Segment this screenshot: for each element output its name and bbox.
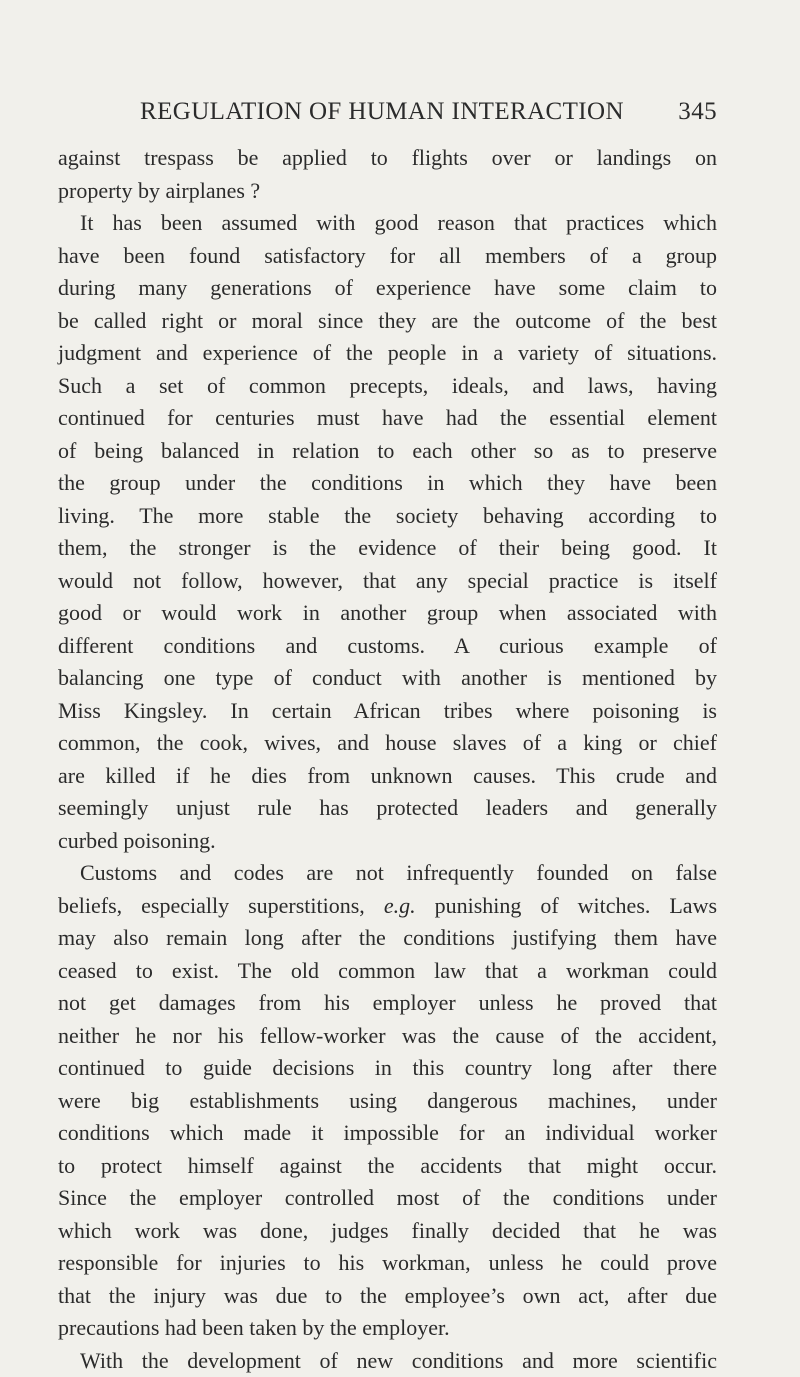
text-line: which work was done, judges finally decided that he was (58, 1215, 717, 1248)
paragraph-start-line: It has been assumed with good reason that practices which (58, 207, 717, 240)
text-line: of being balanced in relation to each other so as to preserve (58, 435, 717, 468)
text-line: have been found satisfactory for all members of a group (58, 240, 717, 273)
body-text (58, 142, 717, 1377)
running-head-title: REGULATION OF HUMAN INTERACTION (140, 95, 624, 129)
paragraph-start-line: With the development of new conditions and more scientific (58, 1345, 717, 1377)
text-line: curbed poisoning. (58, 825, 717, 858)
text-line: different conditions and customs. A curious example of (58, 630, 717, 663)
text-line: ceased to exist. The old common law that a workman could (58, 955, 717, 988)
text-line: continued for centuries must have had the essential element (58, 402, 717, 435)
text-line: during many generations of experience have some claim to (58, 272, 717, 305)
page-number: 345 (678, 95, 717, 129)
text-line: living. The more stable the society behaving according to (58, 500, 717, 533)
text-line: were big establishments using dangerous machines, under (58, 1085, 717, 1118)
text-line: the group under the conditions in which they have been (58, 467, 717, 500)
text-line: common, the cook, wives, and house slaves of a king or chief (58, 727, 717, 760)
text-line: be called right or moral since they are the outcome of the best (58, 305, 717, 338)
text-line-with-italic (58, 890, 717, 923)
paragraph-start-line: Customs and codes are not infrequently founded on false (58, 857, 717, 890)
text-line: good or would work in another group when associated with (58, 597, 717, 630)
text-line: Such a set of common precepts, ideals, and laws, having (58, 370, 717, 403)
text-line: to protect himself against the accidents that might occur. (58, 1150, 717, 1183)
running-head (140, 95, 717, 129)
text-line: judgment and experience of the people in a variety of situations. (58, 337, 717, 370)
text-line: that the injury was due to the employee’s own act, after due (58, 1280, 717, 1313)
text-line: responsible for injuries to his workman, unless he could prove (58, 1247, 717, 1280)
text-line: neither he nor his fellow-worker was the cause of the accident, (58, 1020, 717, 1053)
text-line: Miss Kingsley. In certain African tribes where poisoning is (58, 695, 717, 728)
text-line: property by airplanes ? (58, 175, 717, 208)
text-segment: punishing of witches. Laws (435, 893, 717, 918)
text-line: continued to guide decisions in this country long after there (58, 1052, 717, 1085)
text-line: them, the stronger is the evidence of their being good. It (58, 532, 717, 565)
italic-abbreviation: e.g. (384, 893, 416, 918)
text-segment: beliefs, especially superstitions, (58, 893, 365, 918)
text-line: conditions which made it impossible for an individual worker (58, 1117, 717, 1150)
text-line: Since the employer controlled most of the conditions under (58, 1182, 717, 1215)
text-line: may also remain long after the conditions justifying them have (58, 922, 717, 955)
text-line: not get damages from his employer unless he proved that (58, 987, 717, 1020)
text-line: precautions had been taken by the employer. (58, 1312, 717, 1345)
text-line: against trespass be applied to flights over or landings on (58, 142, 717, 175)
text-line: seemingly unjust rule has protected leaders and generally (58, 792, 717, 825)
text-line: would not follow, however, that any special practice is itself (58, 565, 717, 598)
text-line: balancing one type of conduct with another is mentioned by (58, 662, 717, 695)
text-line: are killed if he dies from unknown causes. This crude and (58, 760, 717, 793)
